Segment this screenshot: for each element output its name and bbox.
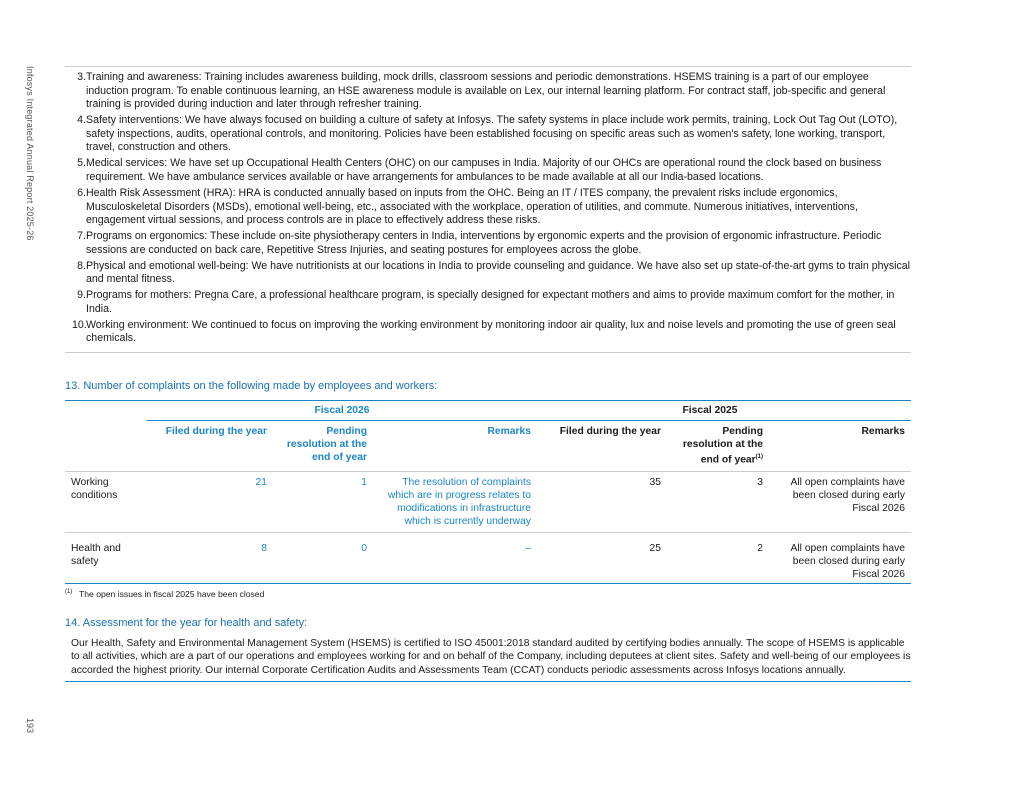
list-item-number: 5.: [77, 157, 86, 170]
cell-fy25-remarks: All open complaints have been closed during early Fiscal 2026: [790, 476, 905, 514]
col-pending-fy25-label: Pending resolution at the end of year: [682, 426, 763, 466]
list-item: [65, 230, 911, 257]
list-item: [65, 157, 911, 184]
cell-fy26-filed: 21: [255, 476, 267, 488]
section-14-text: Our Health, Safety and Environmental Management System (HSEMS) is certified to ISO 45001:2018 standard audited by certifying bodies annually. The scope of HSEMS is applicable to all activities, which are a part of our operations and employees working for and on behalf of the Company, including deputees at client sites. Safety and well-being of our employees is accorded the highest priority. Our internal Corporate Certification Audits and Assessments Team (CCAT) conducts periodic assessments across Infosys locations annually.: [71, 637, 911, 677]
list-item-number: 4.: [77, 114, 86, 127]
report-title: Infosys Integrated Annual Report 2025-26: [25, 66, 35, 241]
footnote-text: The open issues in fiscal 2025 have been closed: [79, 588, 265, 599]
complaints-table: [65, 401, 911, 583]
cell-fy26-remarks: –: [525, 542, 531, 554]
list-item-number: 8.: [77, 259, 86, 272]
list-item-number: 6.: [77, 186, 86, 199]
list-item-text: Programs on ergonomics: These include on-site physiotherapy centers in India, interventions by ergonomic experts and the provision of ergonomic infrastructure. Periodic sessions are conducted on back care, Repetitive Stress Injuries, and seating postures for employees across the globe.: [86, 230, 882, 256]
list-item-number: 9.: [77, 289, 86, 302]
section-13-title: 13. Number of complaints on the following made by employees and workers:: [65, 380, 438, 393]
list-item: [65, 289, 911, 316]
list-item-text: Working environment: We continued to focus on improving the working environment by monitoring indoor air quality, lux and noise levels and promoting the use of green seal chemicals.: [86, 318, 896, 345]
fiscal-2026-header: Fiscal 2026: [147, 401, 537, 421]
list-divider: [65, 352, 911, 353]
cell-fy25-filed: 35: [649, 476, 661, 488]
list-item-text: Health Risk Assessment (HRA): HRA is conducted annually based on inputs from the OHC. Being an IT / ITES company, the prevalent risks include ergonomics, Musculoskeletal Disorders (MSDs), emotional well-being, etc., associated with the workplace, operation of utilities, and commute. Numerous initiatives, interventions, engagement virtual sessions, and process controls are in place to effectively address these risks.: [86, 186, 858, 227]
list-item-text: Programs for mothers: Pregna Care, a professional healthcare program, is specially designed for expectant mothers and aims to provide maximum comfort for the mother, in India.: [86, 289, 895, 315]
cell-fy26-pending: 1: [361, 476, 367, 488]
page-number: 193: [25, 718, 35, 734]
list-item-number: 10.: [72, 318, 87, 331]
cell-fy26-pending: 0: [361, 542, 367, 554]
cell-fy25-remarks: All open complaints have been closed during early Fiscal 2026: [790, 542, 905, 580]
footnote-ref: (1): [755, 454, 763, 461]
list-item-number: 3.: [77, 71, 86, 83]
section-14-title: 14. Assessment for the year for health and safety:: [65, 616, 308, 629]
list-item-number: 7.: [77, 230, 86, 243]
health-safety-measures-list: [65, 67, 911, 352]
cell-fy25-pending: 3: [757, 476, 763, 488]
col-filed-fy26: Filed during the year: [165, 426, 267, 438]
list-item-text: Medical services: We have set up Occupational Health Centers (OHC) on our campuses in India. Majority of our OHCs are operational round the clock based on business requirement. We have ambulance services available or have arrangements for ambulances to be made available at all our India-based locations.: [86, 157, 882, 183]
cell-fy26-remarks: The resolution of complaints which are in progress relates to modifications in infrastructure which is currently underway: [387, 476, 531, 527]
table-footnote: [65, 589, 911, 599]
list-item: [65, 114, 911, 155]
col-filed-fy25: Filed during the year: [559, 426, 661, 438]
cell-fy26-filed: 8: [261, 542, 267, 554]
col-remarks-fy26: Remarks: [487, 426, 531, 438]
list-item-text: Safety interventions: We have always focused on building a culture of safety at Infosys. The safety systems in place include work permits, training, Lock Out Tag Out (LOTO), safety inspections, audits, operational controls, and monitoring. Policies have been established focusing on specific areas such as women's safety, lone working, transport, travel, construction and others.: [86, 114, 898, 154]
col-pending-fy25: [667, 421, 769, 471]
list-item: [65, 260, 911, 287]
row-label: Health and safety: [71, 542, 121, 567]
table-row: [65, 532, 911, 583]
list-item: [65, 71, 911, 112]
cell-fy25-filed: 25: [649, 542, 661, 554]
table-row: [65, 471, 911, 532]
list-item: [65, 187, 911, 228]
footnote-mark: (1): [65, 588, 73, 595]
col-pending-fy26: Pending resolution at the end of year: [286, 426, 367, 464]
page-content: [65, 66, 911, 682]
fiscal-2025-header: Fiscal 2025: [537, 401, 769, 421]
list-item: [65, 319, 911, 346]
list-item-text: Training and awareness: Training includes awareness building, mock drills, classroom sessions and periodic demonstrations. HSEMS training is a part of our employee induction program. To enable continuous learning, an HSE awareness module is available on Lex, our internal learning platform. For contract staff, job-specific and general training is provided during induction and later through refresher training.: [86, 71, 886, 111]
cell-fy25-pending: 2: [757, 542, 763, 554]
col-remarks-fy25: Remarks: [861, 426, 905, 438]
row-label: Working conditions: [71, 476, 118, 501]
bottom-rule: [65, 681, 911, 682]
list-item-text: Physical and emotional well-being: We have nutritionists at our locations in India to provide counseling and guidance. We have also set up state-of-the-art gyms to train physical and mental fitness.: [86, 259, 911, 286]
